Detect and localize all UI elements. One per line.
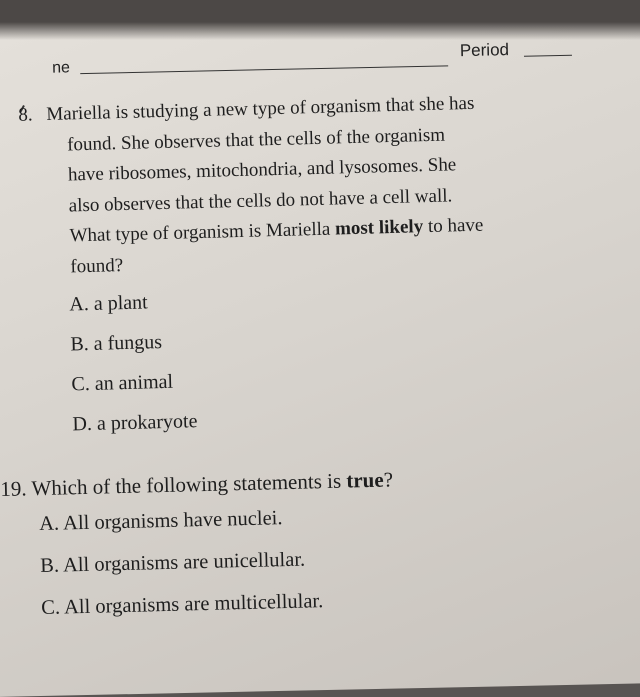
question-18-line-1: Mariella is studying a new type of organism that she has	[46, 92, 475, 125]
choice-18-b[interactable]: B. a fungus	[70, 331, 163, 356]
choice-18-a[interactable]: A. a plant	[69, 291, 148, 316]
question-18	[18, 85, 615, 445]
question-18-line-6: found?	[70, 254, 124, 277]
period-label: Period	[459, 40, 510, 61]
question-18-line-5-text: What type of organism is Mariella	[69, 218, 336, 247]
choice-18-d[interactable]: D. a prokaryote	[72, 410, 198, 436]
choice-19-a[interactable]: A. All organisms have nuclei.	[38, 507, 283, 536]
question-18-line-3: have ribosomes, mitochondria, and lysosomes. She	[67, 154, 457, 186]
choice-19-c[interactable]: C. All organisms are multicellular.	[41, 590, 324, 620]
question-18-line-5-tail: to have	[422, 214, 484, 238]
emphasis-true: true	[346, 467, 384, 493]
name-label: ne	[51, 59, 71, 77]
choice-19-b[interactable]: B. All organisms are unicellular.	[39, 548, 306, 578]
question-19	[0, 458, 640, 630]
question-19-stem-tail: ?	[383, 467, 394, 492]
emphasis-most-likely: most likely	[334, 216, 424, 240]
question-18-choices	[51, 270, 615, 445]
question-18-line-2: found. She observes that the cells of the organism	[66, 124, 446, 155]
question-18-stem	[46, 85, 611, 283]
question-18-line-4: also observes that the cells do not have a cell wall.	[68, 184, 453, 216]
question-18-number: 8.	[18, 104, 33, 126]
choice-18-c[interactable]: C. an animal	[71, 370, 174, 396]
question-19-stem-text: 19. Which of the following statements is	[0, 468, 347, 501]
